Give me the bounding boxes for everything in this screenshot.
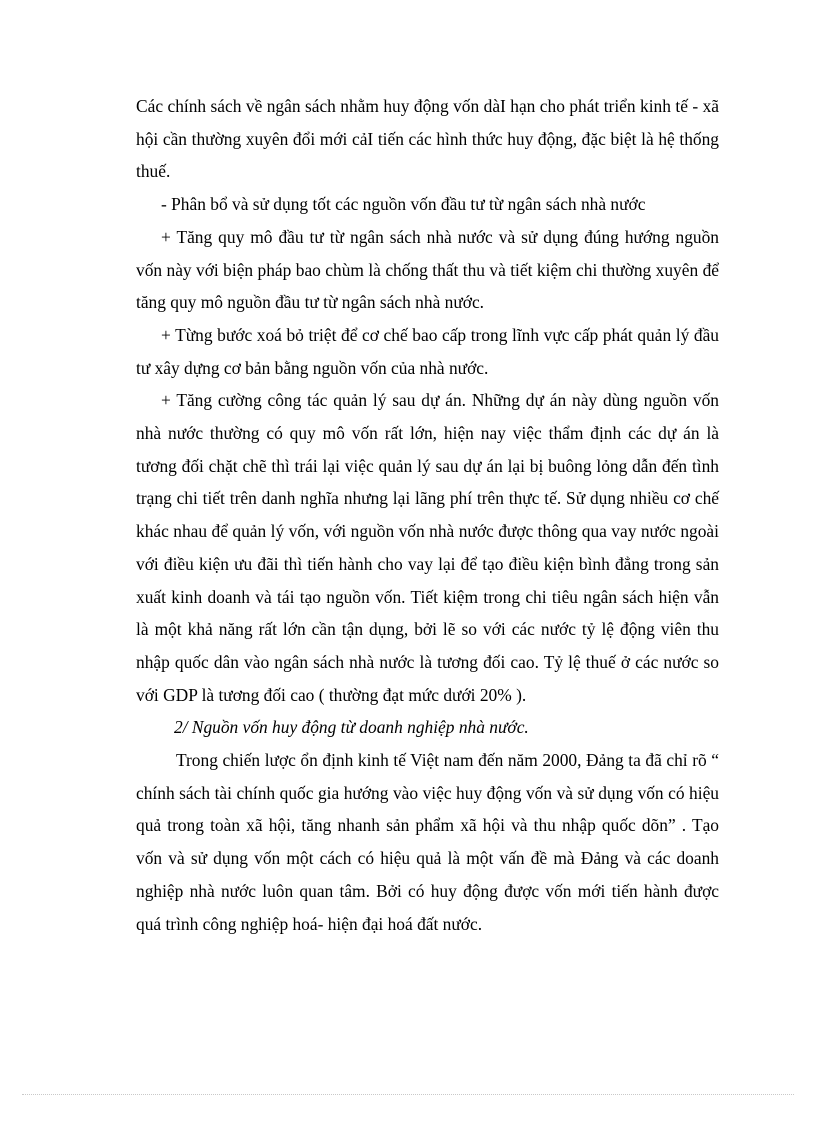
paragraph-allocation-heading: - Phân bổ và sử dụng tốt các nguồn vốn đầu tư từ ngân sách nhà nước: [161, 194, 646, 215]
page-bottom-divider: [22, 1094, 794, 1095]
paragraph-subsidy-removal: + Từng bước xoá bỏ triệt để cơ chế bao cấp trong lĩnh vực cấp phát quản lý đầu tư xây dựng cơ bản bằng nguồn vốn của nhà nước.: [136, 324, 719, 378]
paragraph-post-project-management: + Tăng cường công tác quản lý sau dự án. Những dự án này dùng nguồn vốn nhà nước thường có quy mô vốn rất lớn, hiện nay việc thẩm định các dự án là tương đối chặt chẽ thì trái lại việc quản lý sau dự án lại bị buông lỏng dẫn đến tình trạng chi tiết trên danh nghĩa nhưng lại lãng phí trên thực tế. Sử dụng nhiều cơ chế khác nhau để quản lý vốn, với nguồn vốn nhà nước được thông qua vay nước ngoài với điều kiện ưu đãi thì tiến hành cho vay lại để tạo điều kiện bình đẳng trong sản xuất kinh doanh và tái tạo nguồn vốn. Tiết kiệm trong chi tiêu ngân sách hiện vẫn là một khả năng rất lớn cần tận dụng, bởi lẽ so với các nước tỷ lệ động viên thu nhập quốc dân vào ngân sách nhà nước là tương đối cao. Tỷ lệ thuế ở các nước so với GDP là tương đối cao ( thường đạt mức dưới 20% ).: [136, 390, 719, 705]
paragraph-economic-strategy: Trong chiến lược ổn định kinh tế Việt nam đến năm 2000, Đảng ta đã chỉ rõ “ chính sách tài chính quốc gia hướng vào việc huy động vốn và sử dụng vốn có hiệu quả trong toàn xã hội, tăng nhanh sản phẩm xã hội và thu nhập quốc dõn” . Tạo vốn và sử dụng vốn một cách có hiệu quả là một vấn đề mà Đảng và các doanh nghiệp nhà nước luôn quan tâm. Bởi có huy động được vốn mới tiến hành được quá trình công nghiệp hoá- hiện đại hoá đất nước.: [136, 750, 719, 934]
section-heading-state-enterprise-capital: 2/ Nguồn vốn huy động từ doanh nghiệp nhà nước.: [174, 717, 529, 738]
paragraph-investment-scale: + Tăng quy mô đầu tư từ ngân sách nhà nước và sử dụng đúng hướng nguồn vốn này với biện pháp bao chùm là chống thất thu và tiết kiệm chi thường xuyên để tăng quy mô nguồn đầu tư từ ngân sách nhà nước.: [136, 226, 719, 313]
document-body: [136, 90, 719, 940]
paragraph-budget-policy: Các chính sách về ngân sách nhằm huy động vốn dàI hạn cho phát triển kinh tế - xã hội cần thường xuyên đổi mới cảI tiến các hình thức huy động, đặc biệt là hệ thống thuế.: [136, 96, 719, 182]
